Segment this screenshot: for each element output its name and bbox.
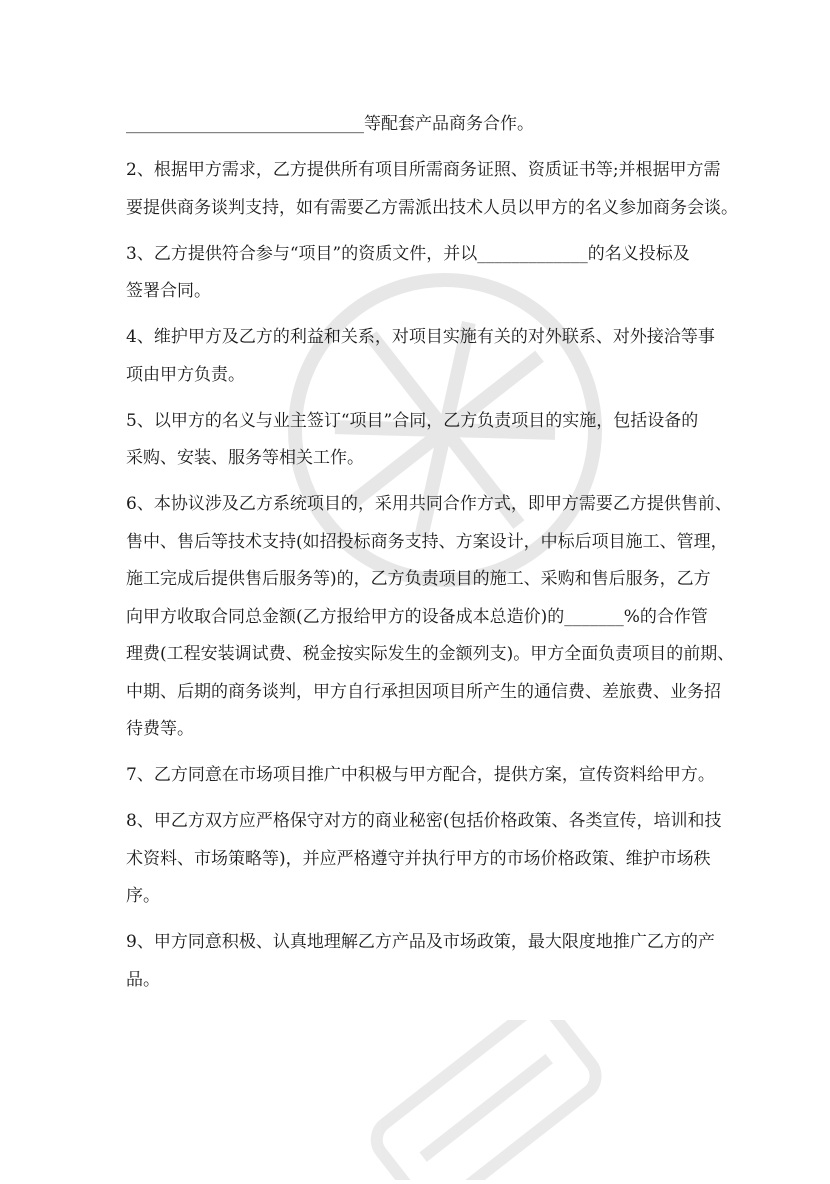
text-line: 8、甲乙方双方应严格保守对方的商业秘密(包括价格政策、各类宣传，培训和技 [126,811,722,831]
text-line: 项由甲方负责。 [126,364,245,385]
text-line: 中期、后期的商务谈判，甲方自行承担因项目所产生的通信费、差旅费、业务招 [126,681,721,702]
text-line: 序。 [126,886,160,906]
text-line: 理费(工程安装调试费、税金按实际发生的金额列支)。甲方全面负责项目的前期、 [126,644,735,664]
text-line: 品。 [126,969,160,990]
text-line: 签署合同。 [126,281,211,301]
text-line: 术资料、市场策略等)，并应严格遵守并执行甲方的市场价格政策、维护市场秩 [126,848,711,869]
text-line: 要提供商务谈判支持，如有需要乙方需派出技术人员以甲方的名义参加商务会谈。 [126,197,738,218]
text-line: 3、乙方提供符合参与“项目”的资质文件，并以_____________的名义投标及 [126,243,690,264]
text-line: 售中、售后等技术支持(如招投标商务支持、方案设计，中标后项目施工、管理， [126,531,728,552]
text-line: 9、甲方同意积极、认真地理解乙方产品及市场政策，最大限度地推广乙方的产 [126,932,715,952]
paragraph-8 [126,803,722,916]
text-line: 5、以甲方的名义与业主签订“项目”合同，乙方负责项目的实施，包括设备的 [126,410,699,431]
text-line: 向甲方收取合同总金额(乙方报给甲方的设备成本总造价)的_______%的合作管 [126,606,708,627]
paragraph-2 [126,152,738,227]
paragraph-4 [126,319,716,394]
document-body [126,106,738,999]
paragraph-9 [126,924,716,999]
paragraph-7 [126,757,716,795]
text-line: 6、本协议涉及乙方系统项目的，采用共同合作方式，即甲方需要乙方提供售前、 [126,494,732,514]
text-line: ____________________________等配套产品商务合作。 [126,114,534,134]
text-line: 2、根据甲方需求，乙方提供所有项目所需商务证照、资质证书等;并根据甲方需 [126,160,721,180]
text-line: 施工完成后提供售后服务等)的，乙方负责项目的施工、采购和售后服务，乙方 [126,569,711,589]
text-line: 待费等。 [126,719,194,739]
watermark-logo-bottom [330,1020,630,1180]
paragraph-5 [126,403,716,478]
text-line: 7、乙方同意在市场项目推广中积极与甲方配合，提供方案，宣传资料给甲方。 [126,765,715,785]
text-line: 采购、安装、服务等相关工作。 [126,448,364,468]
paragraph-6 [126,486,735,749]
paragraph-3 [126,236,716,311]
paragraph-1 [126,106,716,144]
text-line: 4、维护甲方及乙方的利益和关系，对项目实施有关的对外联系、对外接洽等事 [126,327,715,347]
